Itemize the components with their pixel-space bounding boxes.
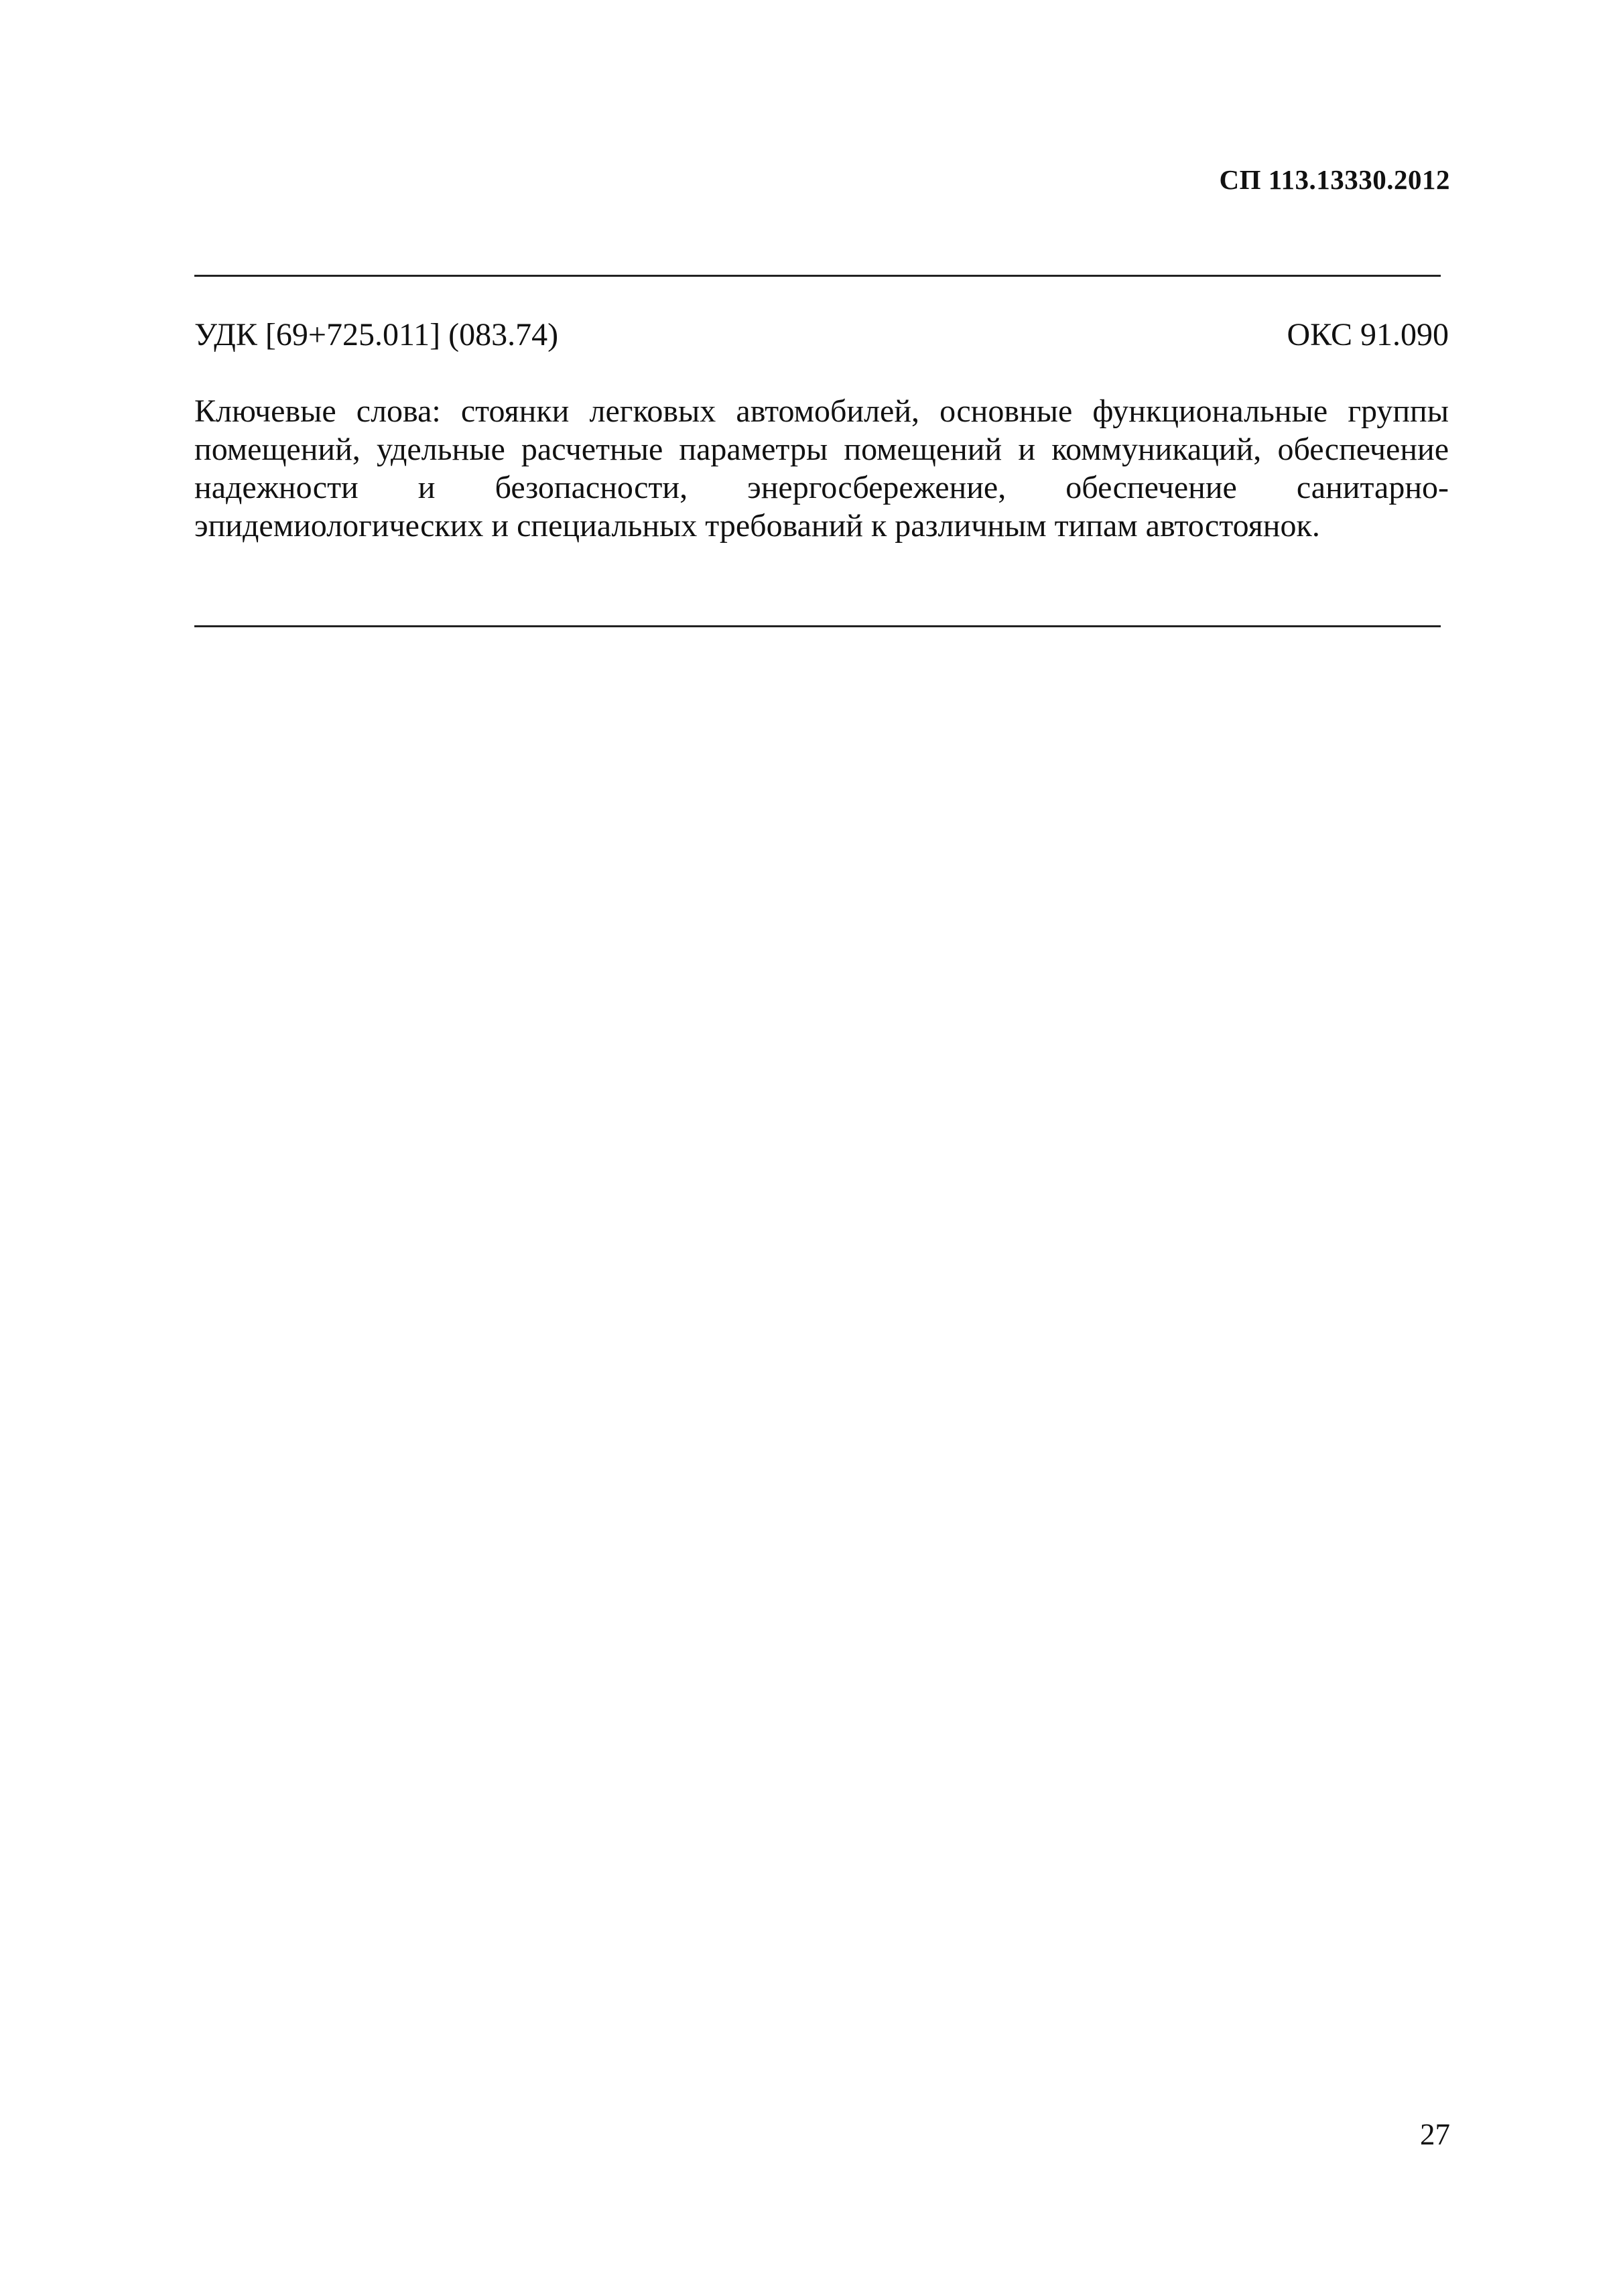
keywords-paragraph: Ключевые слова: стоянки легковых автомобилей, основные функциональные группы помещений, удельные расчетные параметры помещений и коммуникаций, обеспечение надежности и безопасности, энергосбережение, обеспечение санитарно-эпидемиологических и специальных требований к различным типам автостоянок. bbox=[194, 393, 1449, 544]
udk-code: УДК [69+725.011] (083.74) bbox=[194, 317, 559, 353]
document-code: СП 113.13330.2012 bbox=[1219, 164, 1450, 195]
top-divider bbox=[194, 275, 1441, 277]
page-number: 27 bbox=[1420, 2118, 1450, 2151]
classification-row bbox=[194, 315, 1449, 355]
bottom-divider bbox=[194, 625, 1441, 627]
oks-code: ОКС 91.090 bbox=[1287, 317, 1449, 353]
